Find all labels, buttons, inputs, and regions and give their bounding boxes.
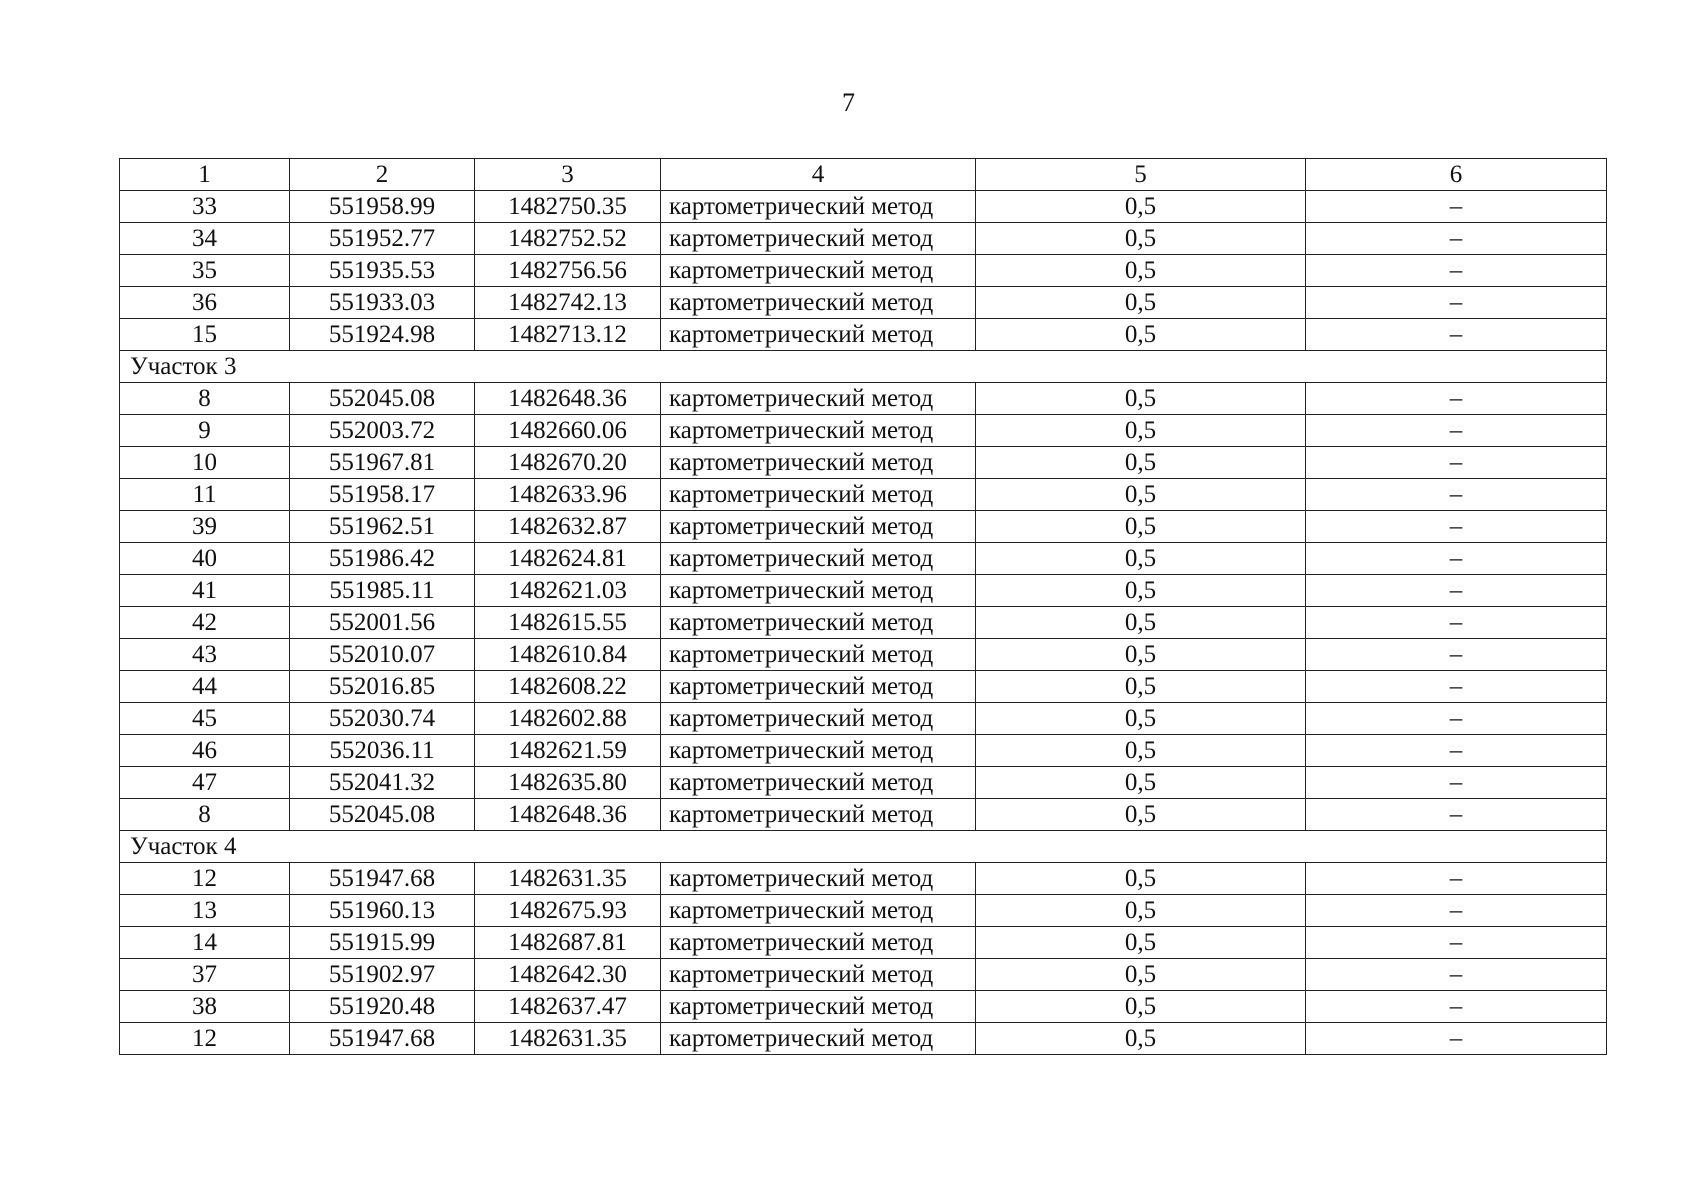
method-cell: картометрический метод xyxy=(661,607,976,639)
note-cell: – xyxy=(1306,639,1607,671)
accuracy-cell: 0,5 xyxy=(976,511,1306,543)
table-row xyxy=(120,799,1607,831)
table-row xyxy=(120,255,1607,287)
note-cell: – xyxy=(1306,479,1607,511)
x-coordinate-cell: 552003.72 xyxy=(290,415,475,447)
y-coordinate-cell: 1482642.30 xyxy=(475,959,661,991)
method-cell: картометрический метод xyxy=(661,447,976,479)
method-cell: картометрический метод xyxy=(661,895,976,927)
point-number-cell: 9 xyxy=(120,415,290,447)
section-title: Участок 4 xyxy=(120,831,1607,863)
accuracy-cell: 0,5 xyxy=(976,735,1306,767)
method-cell: картометрический метод xyxy=(661,959,976,991)
table-row xyxy=(120,703,1607,735)
note-cell: – xyxy=(1306,927,1607,959)
coordinates-table xyxy=(119,158,1607,1055)
y-coordinate-cell: 1482633.96 xyxy=(475,479,661,511)
accuracy-cell: 0,5 xyxy=(976,895,1306,927)
y-coordinate-cell: 1482648.36 xyxy=(475,383,661,415)
table-row xyxy=(120,447,1607,479)
note-cell: – xyxy=(1306,287,1607,319)
point-number-cell: 38 xyxy=(120,991,290,1023)
accuracy-cell: 0,5 xyxy=(976,607,1306,639)
x-coordinate-cell: 552001.56 xyxy=(290,607,475,639)
note-cell: – xyxy=(1306,959,1607,991)
accuracy-cell: 0,5 xyxy=(976,479,1306,511)
x-coordinate-cell: 551958.99 xyxy=(290,191,475,223)
y-coordinate-cell: 1482648.36 xyxy=(475,799,661,831)
accuracy-cell: 0,5 xyxy=(976,767,1306,799)
column-header: 2 xyxy=(290,159,475,191)
method-cell: картометрический метод xyxy=(661,927,976,959)
y-coordinate-cell: 1482608.22 xyxy=(475,671,661,703)
method-cell: картометрический метод xyxy=(661,735,976,767)
note-cell: – xyxy=(1306,991,1607,1023)
method-cell: картометрический метод xyxy=(661,543,976,575)
table-row xyxy=(120,607,1607,639)
accuracy-cell: 0,5 xyxy=(976,959,1306,991)
point-number-cell: 36 xyxy=(120,287,290,319)
method-cell: картометрический метод xyxy=(661,799,976,831)
method-cell: картометрический метод xyxy=(661,223,976,255)
x-coordinate-cell: 551920.48 xyxy=(290,991,475,1023)
note-cell: – xyxy=(1306,1023,1607,1055)
note-cell: – xyxy=(1306,223,1607,255)
point-number-cell: 40 xyxy=(120,543,290,575)
table-row xyxy=(120,735,1607,767)
column-header: 5 xyxy=(976,159,1306,191)
method-cell: картометрический метод xyxy=(661,383,976,415)
column-header: 4 xyxy=(661,159,976,191)
method-cell: картометрический метод xyxy=(661,575,976,607)
method-cell: картометрический метод xyxy=(661,863,976,895)
table-row xyxy=(120,383,1607,415)
note-cell: – xyxy=(1306,895,1607,927)
method-cell: картометрический метод xyxy=(661,1023,976,1055)
point-number-cell: 12 xyxy=(120,1023,290,1055)
section-row xyxy=(120,351,1607,383)
note-cell: – xyxy=(1306,703,1607,735)
table-row xyxy=(120,415,1607,447)
x-coordinate-cell: 551933.03 xyxy=(290,287,475,319)
x-coordinate-cell: 552041.32 xyxy=(290,767,475,799)
method-cell: картометрический метод xyxy=(661,191,976,223)
y-coordinate-cell: 1482621.59 xyxy=(475,735,661,767)
table-row xyxy=(120,319,1607,351)
accuracy-cell: 0,5 xyxy=(976,863,1306,895)
x-coordinate-cell: 552036.11 xyxy=(290,735,475,767)
accuracy-cell: 0,5 xyxy=(976,447,1306,479)
method-cell: картометрический метод xyxy=(661,703,976,735)
accuracy-cell: 0,5 xyxy=(976,287,1306,319)
y-coordinate-cell: 1482675.93 xyxy=(475,895,661,927)
table-row xyxy=(120,959,1607,991)
point-number-cell: 33 xyxy=(120,191,290,223)
x-coordinate-cell: 551962.51 xyxy=(290,511,475,543)
point-number-cell: 35 xyxy=(120,255,290,287)
x-coordinate-cell: 551985.11 xyxy=(290,575,475,607)
x-coordinate-cell: 552010.07 xyxy=(290,639,475,671)
column-header: 3 xyxy=(475,159,661,191)
table-row xyxy=(120,191,1607,223)
y-coordinate-cell: 1482610.84 xyxy=(475,639,661,671)
accuracy-cell: 0,5 xyxy=(976,703,1306,735)
method-cell: картометрический метод xyxy=(661,319,976,351)
x-coordinate-cell: 552045.08 xyxy=(290,799,475,831)
point-number-cell: 45 xyxy=(120,703,290,735)
x-coordinate-cell: 552016.85 xyxy=(290,671,475,703)
column-header: 1 xyxy=(120,159,290,191)
point-number-cell: 46 xyxy=(120,735,290,767)
y-coordinate-cell: 1482635.80 xyxy=(475,767,661,799)
accuracy-cell: 0,5 xyxy=(976,927,1306,959)
y-coordinate-cell: 1482621.03 xyxy=(475,575,661,607)
y-coordinate-cell: 1482670.20 xyxy=(475,447,661,479)
table-row xyxy=(120,543,1607,575)
note-cell: – xyxy=(1306,735,1607,767)
section-row xyxy=(120,831,1607,863)
point-number-cell: 8 xyxy=(120,799,290,831)
y-coordinate-cell: 1482756.56 xyxy=(475,255,661,287)
note-cell: – xyxy=(1306,799,1607,831)
method-cell: картометрический метод xyxy=(661,671,976,703)
x-coordinate-cell: 551967.81 xyxy=(290,447,475,479)
y-coordinate-cell: 1482687.81 xyxy=(475,927,661,959)
table-header-row xyxy=(120,159,1607,191)
y-coordinate-cell: 1482602.88 xyxy=(475,703,661,735)
point-number-cell: 43 xyxy=(120,639,290,671)
note-cell: – xyxy=(1306,383,1607,415)
table-body xyxy=(120,159,1607,1055)
y-coordinate-cell: 1482631.35 xyxy=(475,1023,661,1055)
table-row xyxy=(120,223,1607,255)
note-cell: – xyxy=(1306,447,1607,479)
method-cell: картометрический метод xyxy=(661,255,976,287)
column-header: 6 xyxy=(1306,159,1607,191)
y-coordinate-cell: 1482624.81 xyxy=(475,543,661,575)
accuracy-cell: 0,5 xyxy=(976,991,1306,1023)
method-cell: картометрический метод xyxy=(661,511,976,543)
y-coordinate-cell: 1482615.55 xyxy=(475,607,661,639)
y-coordinate-cell: 1482752.52 xyxy=(475,223,661,255)
x-coordinate-cell: 552045.08 xyxy=(290,383,475,415)
y-coordinate-cell: 1482742.13 xyxy=(475,287,661,319)
point-number-cell: 13 xyxy=(120,895,290,927)
note-cell: – xyxy=(1306,511,1607,543)
accuracy-cell: 0,5 xyxy=(976,319,1306,351)
x-coordinate-cell: 551924.98 xyxy=(290,319,475,351)
accuracy-cell: 0,5 xyxy=(976,799,1306,831)
point-number-cell: 10 xyxy=(120,447,290,479)
table-row xyxy=(120,863,1607,895)
method-cell: картометрический метод xyxy=(661,639,976,671)
x-coordinate-cell: 551902.97 xyxy=(290,959,475,991)
point-number-cell: 44 xyxy=(120,671,290,703)
x-coordinate-cell: 552030.74 xyxy=(290,703,475,735)
page-number: 7 xyxy=(842,88,855,117)
method-cell: картометрический метод xyxy=(661,767,976,799)
accuracy-cell: 0,5 xyxy=(976,223,1306,255)
y-coordinate-cell: 1482713.12 xyxy=(475,319,661,351)
y-coordinate-cell: 1482637.47 xyxy=(475,991,661,1023)
accuracy-cell: 0,5 xyxy=(976,639,1306,671)
note-cell: – xyxy=(1306,415,1607,447)
x-coordinate-cell: 551960.13 xyxy=(290,895,475,927)
table-row xyxy=(120,287,1607,319)
table-row xyxy=(120,991,1607,1023)
y-coordinate-cell: 1482631.35 xyxy=(475,863,661,895)
x-coordinate-cell: 551986.42 xyxy=(290,543,475,575)
x-coordinate-cell: 551958.17 xyxy=(290,479,475,511)
accuracy-cell: 0,5 xyxy=(976,1023,1306,1055)
point-number-cell: 14 xyxy=(120,927,290,959)
table-row xyxy=(120,479,1607,511)
table-row xyxy=(120,767,1607,799)
x-coordinate-cell: 551952.77 xyxy=(290,223,475,255)
accuracy-cell: 0,5 xyxy=(976,255,1306,287)
note-cell: – xyxy=(1306,607,1607,639)
method-cell: картометрический метод xyxy=(661,287,976,319)
note-cell: – xyxy=(1306,543,1607,575)
table-row xyxy=(120,1023,1607,1055)
note-cell: – xyxy=(1306,767,1607,799)
x-coordinate-cell: 551935.53 xyxy=(290,255,475,287)
note-cell: – xyxy=(1306,255,1607,287)
note-cell: – xyxy=(1306,319,1607,351)
point-number-cell: 39 xyxy=(120,511,290,543)
x-coordinate-cell: 551947.68 xyxy=(290,1023,475,1055)
table-row xyxy=(120,927,1607,959)
point-number-cell: 12 xyxy=(120,863,290,895)
note-cell: – xyxy=(1306,575,1607,607)
method-cell: картометрический метод xyxy=(661,415,976,447)
accuracy-cell: 0,5 xyxy=(976,191,1306,223)
table-row xyxy=(120,895,1607,927)
y-coordinate-cell: 1482632.87 xyxy=(475,511,661,543)
point-number-cell: 47 xyxy=(120,767,290,799)
point-number-cell: 34 xyxy=(120,223,290,255)
accuracy-cell: 0,5 xyxy=(976,543,1306,575)
point-number-cell: 41 xyxy=(120,575,290,607)
table-row xyxy=(120,671,1607,703)
point-number-cell: 37 xyxy=(120,959,290,991)
point-number-cell: 42 xyxy=(120,607,290,639)
accuracy-cell: 0,5 xyxy=(976,575,1306,607)
accuracy-cell: 0,5 xyxy=(976,383,1306,415)
table-row xyxy=(120,639,1607,671)
accuracy-cell: 0,5 xyxy=(976,671,1306,703)
note-cell: – xyxy=(1306,191,1607,223)
y-coordinate-cell: 1482660.06 xyxy=(475,415,661,447)
method-cell: картометрический метод xyxy=(661,479,976,511)
accuracy-cell: 0,5 xyxy=(976,415,1306,447)
x-coordinate-cell: 551915.99 xyxy=(290,927,475,959)
coordinates-table-wrapper xyxy=(119,158,1606,1055)
section-title: Участок 3 xyxy=(120,351,1607,383)
y-coordinate-cell: 1482750.35 xyxy=(475,191,661,223)
table-row xyxy=(120,511,1607,543)
note-cell: – xyxy=(1306,863,1607,895)
point-number-cell: 15 xyxy=(120,319,290,351)
table-row xyxy=(120,575,1607,607)
x-coordinate-cell: 551947.68 xyxy=(290,863,475,895)
note-cell: – xyxy=(1306,671,1607,703)
method-cell: картометрический метод xyxy=(661,991,976,1023)
point-number-cell: 11 xyxy=(120,479,290,511)
point-number-cell: 8 xyxy=(120,383,290,415)
